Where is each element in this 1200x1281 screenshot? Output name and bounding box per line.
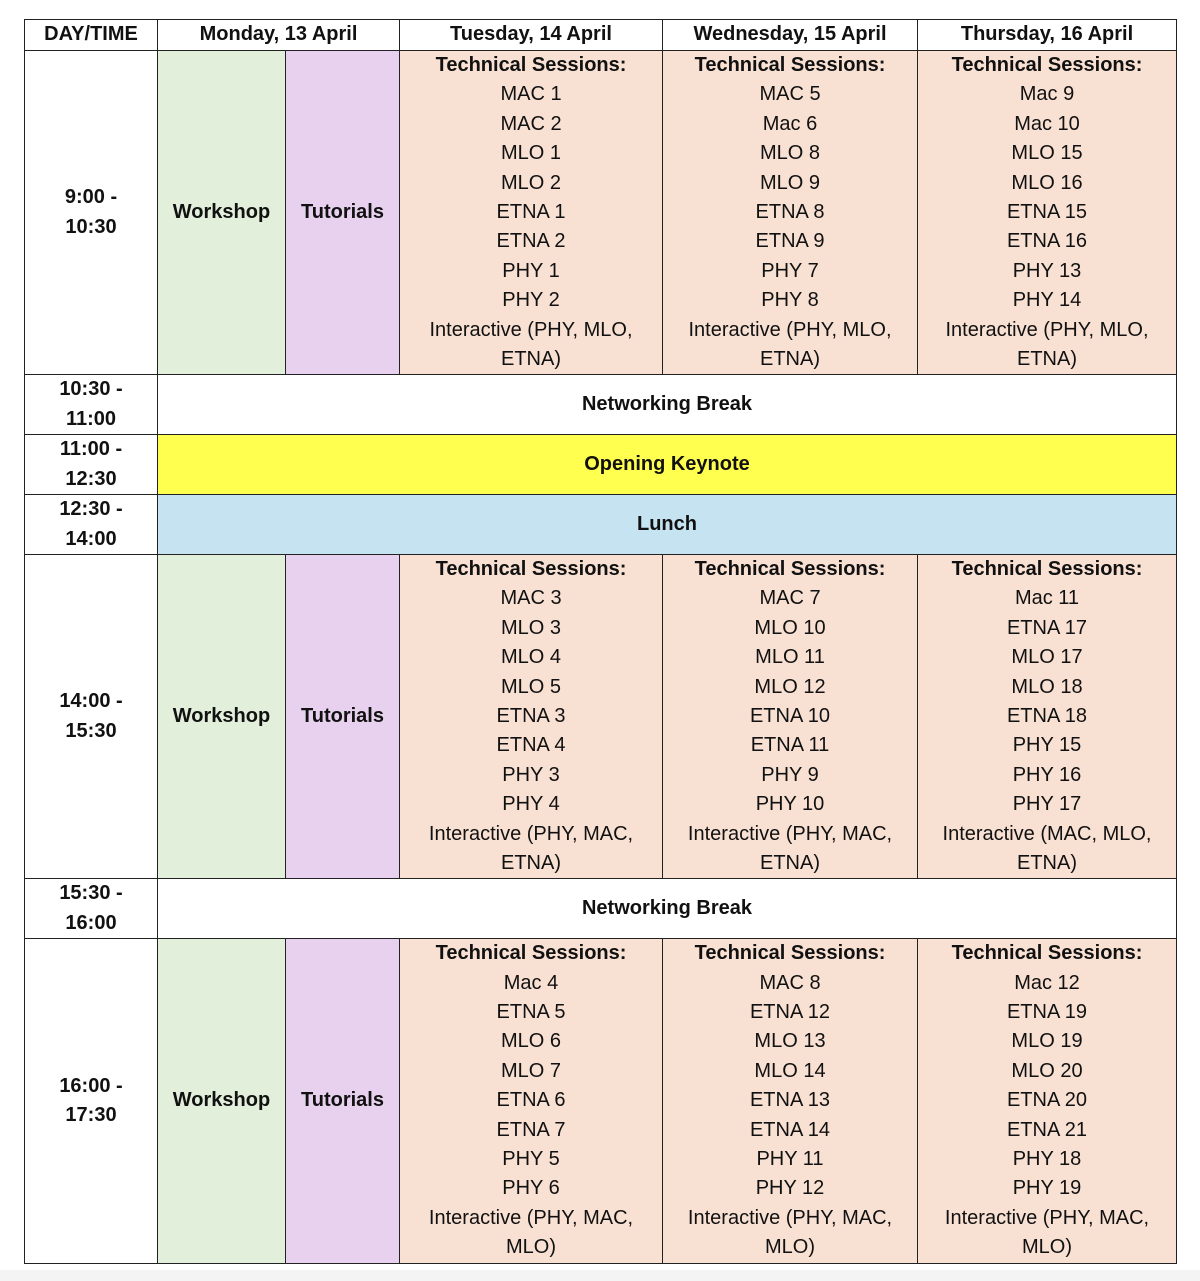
technical-sessions-heading: Technical Sessions: bbox=[435, 557, 627, 580]
page-bottom-strip bbox=[0, 1270, 1200, 1281]
session-item: MLO 7 bbox=[500, 1059, 562, 1082]
session-item: Interactive (PHY, MAC, bbox=[428, 822, 634, 845]
session-item: MLO 4 bbox=[500, 646, 562, 669]
session-item: MLO) bbox=[1022, 1236, 1072, 1259]
session-item: MLO 8 bbox=[759, 142, 821, 165]
technical-sessions-heading: Technical Sessions: bbox=[435, 54, 627, 76]
technical-sessions-thursday bbox=[918, 939, 1177, 1263]
technical-sessions-heading: Technical Sessions: bbox=[694, 54, 886, 76]
time-cell bbox=[25, 495, 158, 555]
time-start: 14:00 - bbox=[59, 690, 123, 713]
session-item: Mac 10 bbox=[1014, 112, 1080, 135]
session-item: PHY 16 bbox=[1012, 763, 1082, 786]
session-item: PHY 19 bbox=[1012, 1177, 1082, 1200]
header-day-time: DAY/TIME bbox=[25, 20, 158, 51]
session-item: ETNA 18 bbox=[1006, 704, 1088, 727]
session-item: PHY 3 bbox=[502, 763, 560, 786]
technical-sessions-thursday bbox=[918, 51, 1177, 375]
time-start: 15:30 - bbox=[59, 882, 123, 905]
session-item: MLO 13 bbox=[754, 1030, 826, 1053]
session-item: ETNA 17 bbox=[1006, 616, 1088, 639]
session-item: Interactive (PHY, MLO, bbox=[688, 318, 892, 341]
tutorials-cell: Tutorials bbox=[286, 51, 400, 375]
session-item: MLO 14 bbox=[754, 1059, 826, 1082]
session-item: ETNA) bbox=[501, 348, 561, 371]
time-end: 12:30 bbox=[65, 467, 117, 490]
time-end: 10:30 bbox=[65, 215, 117, 238]
session-item: PHY 11 bbox=[756, 1148, 824, 1171]
session-item: Interactive (MAC, MLO, bbox=[942, 822, 1152, 845]
technical-sessions-wednesday bbox=[663, 51, 918, 375]
session-item: Mac 6 bbox=[762, 112, 818, 135]
session-item: PHY 10 bbox=[755, 793, 825, 816]
lunch-row bbox=[25, 495, 1177, 555]
session-item: Mac 11 bbox=[1014, 587, 1080, 610]
header-tuesday: Tuesday, 14 April bbox=[400, 20, 663, 51]
time-end: 11:00 bbox=[65, 407, 117, 430]
session-item: PHY 2 bbox=[502, 289, 560, 312]
technical-sessions-wednesday bbox=[663, 939, 918, 1263]
session-item: MLO 19 bbox=[1011, 1030, 1083, 1053]
session-item: ETNA 9 bbox=[755, 230, 825, 253]
session-item: PHY 17 bbox=[1012, 793, 1082, 816]
time-start: 9:00 - bbox=[64, 186, 118, 209]
time-cell bbox=[25, 939, 158, 1263]
technical-sessions-heading: Technical Sessions: bbox=[694, 557, 886, 580]
session-item: ETNA 20 bbox=[1006, 1089, 1088, 1112]
technical-sessions-heading: Technical Sessions: bbox=[951, 54, 1143, 76]
time-cell bbox=[25, 51, 158, 375]
opening-keynote-cell: Opening Keynote bbox=[158, 435, 1177, 495]
technical-sessions-heading: Technical Sessions: bbox=[951, 942, 1143, 965]
header-wednesday: Wednesday, 15 April bbox=[663, 20, 918, 51]
session-item: ETNA 21 bbox=[1006, 1118, 1088, 1141]
session-item: MLO 10 bbox=[754, 616, 826, 639]
session-item: ETNA 1 bbox=[496, 201, 566, 224]
session-item: ETNA 13 bbox=[749, 1089, 831, 1112]
session-item: ETNA 2 bbox=[496, 230, 566, 253]
time-cell bbox=[25, 375, 158, 435]
block-row-late-afternoon bbox=[25, 939, 1177, 1263]
conference-schedule-table bbox=[24, 19, 1177, 1264]
session-item: MAC 7 bbox=[759, 587, 821, 610]
session-item: ETNA) bbox=[1017, 348, 1077, 371]
session-item: MLO 6 bbox=[500, 1030, 562, 1053]
session-item: MLO 16 bbox=[1011, 171, 1083, 194]
session-item: MLO 11 bbox=[755, 646, 825, 669]
session-item: MLO 20 bbox=[1011, 1059, 1083, 1082]
session-item: PHY 15 bbox=[1012, 734, 1082, 757]
technical-sessions-heading: Technical Sessions: bbox=[951, 557, 1143, 580]
technical-sessions-tuesday bbox=[400, 554, 663, 878]
session-item: PHY 6 bbox=[502, 1177, 560, 1200]
session-item: PHY 1 bbox=[502, 259, 560, 282]
session-item: ETNA) bbox=[760, 851, 820, 874]
session-item: Mac 12 bbox=[1014, 971, 1080, 994]
time-cell bbox=[25, 879, 158, 939]
session-item: ETNA 6 bbox=[496, 1089, 566, 1112]
session-item: ETNA 12 bbox=[749, 1001, 831, 1023]
session-item: PHY 18 bbox=[1012, 1148, 1082, 1171]
time-start: 10:30 - bbox=[59, 378, 123, 401]
header-row bbox=[25, 20, 1177, 51]
session-item: Interactive (PHY, MAC, bbox=[428, 1206, 634, 1229]
time-cell bbox=[25, 435, 158, 495]
header-thursday: Thursday, 16 April bbox=[918, 20, 1177, 51]
networking-break-row bbox=[25, 375, 1177, 435]
time-end: 14:00 bbox=[65, 527, 117, 550]
session-item: PHY 4 bbox=[502, 793, 560, 816]
time-start: 11:00 - bbox=[59, 438, 123, 461]
session-item: MAC 3 bbox=[500, 587, 562, 610]
lunch-cell: Lunch bbox=[158, 495, 1177, 555]
technical-sessions-wednesday bbox=[663, 554, 918, 878]
session-item: ETNA) bbox=[760, 348, 820, 371]
session-item: PHY 7 bbox=[761, 259, 819, 282]
time-end: 16:00 bbox=[65, 911, 117, 934]
session-item: MLO 18 bbox=[1011, 675, 1083, 698]
time-end: 17:30 bbox=[65, 1103, 117, 1126]
session-item: MLO 1 bbox=[500, 142, 562, 165]
time-cell bbox=[25, 554, 158, 878]
session-item: ETNA) bbox=[1017, 851, 1077, 874]
session-item: ETNA 11 bbox=[750, 734, 830, 757]
block-row-afternoon bbox=[25, 554, 1177, 878]
session-item: ETNA) bbox=[501, 851, 561, 874]
technical-sessions-tuesday bbox=[400, 939, 663, 1263]
session-item: MLO 9 bbox=[759, 171, 821, 194]
session-item: PHY 5 bbox=[502, 1148, 560, 1171]
session-item: MLO 15 bbox=[1011, 142, 1083, 165]
technical-sessions-heading: Technical Sessions: bbox=[694, 942, 886, 965]
session-item: ETNA 5 bbox=[496, 1001, 566, 1023]
session-item: PHY 12 bbox=[755, 1177, 825, 1200]
networking-break-cell: Networking Break bbox=[158, 879, 1177, 939]
session-item: Mac 9 bbox=[1019, 83, 1075, 106]
networking-break-row bbox=[25, 879, 1177, 939]
time-start: 16:00 - bbox=[59, 1074, 123, 1097]
session-item: ETNA 15 bbox=[1006, 201, 1088, 224]
session-item: MAC 1 bbox=[500, 83, 562, 106]
workshop-cell: Workshop bbox=[158, 939, 286, 1263]
technical-sessions-tuesday bbox=[400, 51, 663, 375]
session-item: ETNA 7 bbox=[496, 1118, 566, 1141]
keynote-row bbox=[25, 435, 1177, 495]
session-item: ETNA 16 bbox=[1006, 230, 1088, 253]
session-item: PHY 8 bbox=[761, 289, 819, 312]
session-item: MLO 12 bbox=[754, 675, 826, 698]
session-item: MAC 8 bbox=[759, 971, 821, 994]
session-item: ETNA 3 bbox=[496, 704, 566, 727]
tutorials-cell: Tutorials bbox=[286, 939, 400, 1263]
session-item: ETNA 19 bbox=[1006, 1001, 1088, 1023]
time-end: 15:30 bbox=[65, 719, 117, 742]
networking-break-cell: Networking Break bbox=[158, 375, 1177, 435]
header-monday: Monday, 13 April bbox=[158, 20, 400, 51]
session-item: MLO 2 bbox=[500, 171, 562, 194]
session-item: MLO 17 bbox=[1011, 646, 1083, 669]
session-item: ETNA 14 bbox=[749, 1118, 831, 1141]
session-item: Interactive (PHY, MLO, bbox=[429, 318, 633, 341]
workshop-cell: Workshop bbox=[158, 554, 286, 878]
session-item: MLO 5 bbox=[500, 675, 562, 698]
session-item: Mac 4 bbox=[503, 971, 559, 994]
time-start: 12:30 - bbox=[59, 498, 123, 521]
session-item: PHY 13 bbox=[1012, 259, 1082, 282]
technical-sessions-heading: Technical Sessions: bbox=[435, 942, 627, 965]
session-item: MLO 3 bbox=[500, 616, 562, 639]
session-item: ETNA 8 bbox=[755, 201, 825, 224]
session-item: ETNA 10 bbox=[749, 704, 831, 727]
session-item: MLO) bbox=[506, 1236, 556, 1259]
session-item: MLO) bbox=[765, 1236, 815, 1259]
workshop-cell: Workshop bbox=[158, 51, 286, 375]
session-item: PHY 9 bbox=[761, 763, 819, 786]
session-item: MAC 2 bbox=[500, 112, 562, 135]
session-item: Interactive (PHY, MAC, bbox=[687, 822, 893, 845]
technical-sessions-thursday bbox=[918, 554, 1177, 878]
session-item: Interactive (PHY, MAC, bbox=[944, 1206, 1150, 1229]
session-item: PHY 14 bbox=[1012, 289, 1082, 312]
block-row-morning bbox=[25, 51, 1177, 375]
session-item: ETNA 4 bbox=[496, 734, 566, 757]
session-item: MAC 5 bbox=[759, 83, 821, 106]
session-item: Interactive (PHY, MLO, bbox=[945, 318, 1149, 341]
session-item: Interactive (PHY, MAC, bbox=[687, 1206, 893, 1229]
tutorials-cell: Tutorials bbox=[286, 554, 400, 878]
